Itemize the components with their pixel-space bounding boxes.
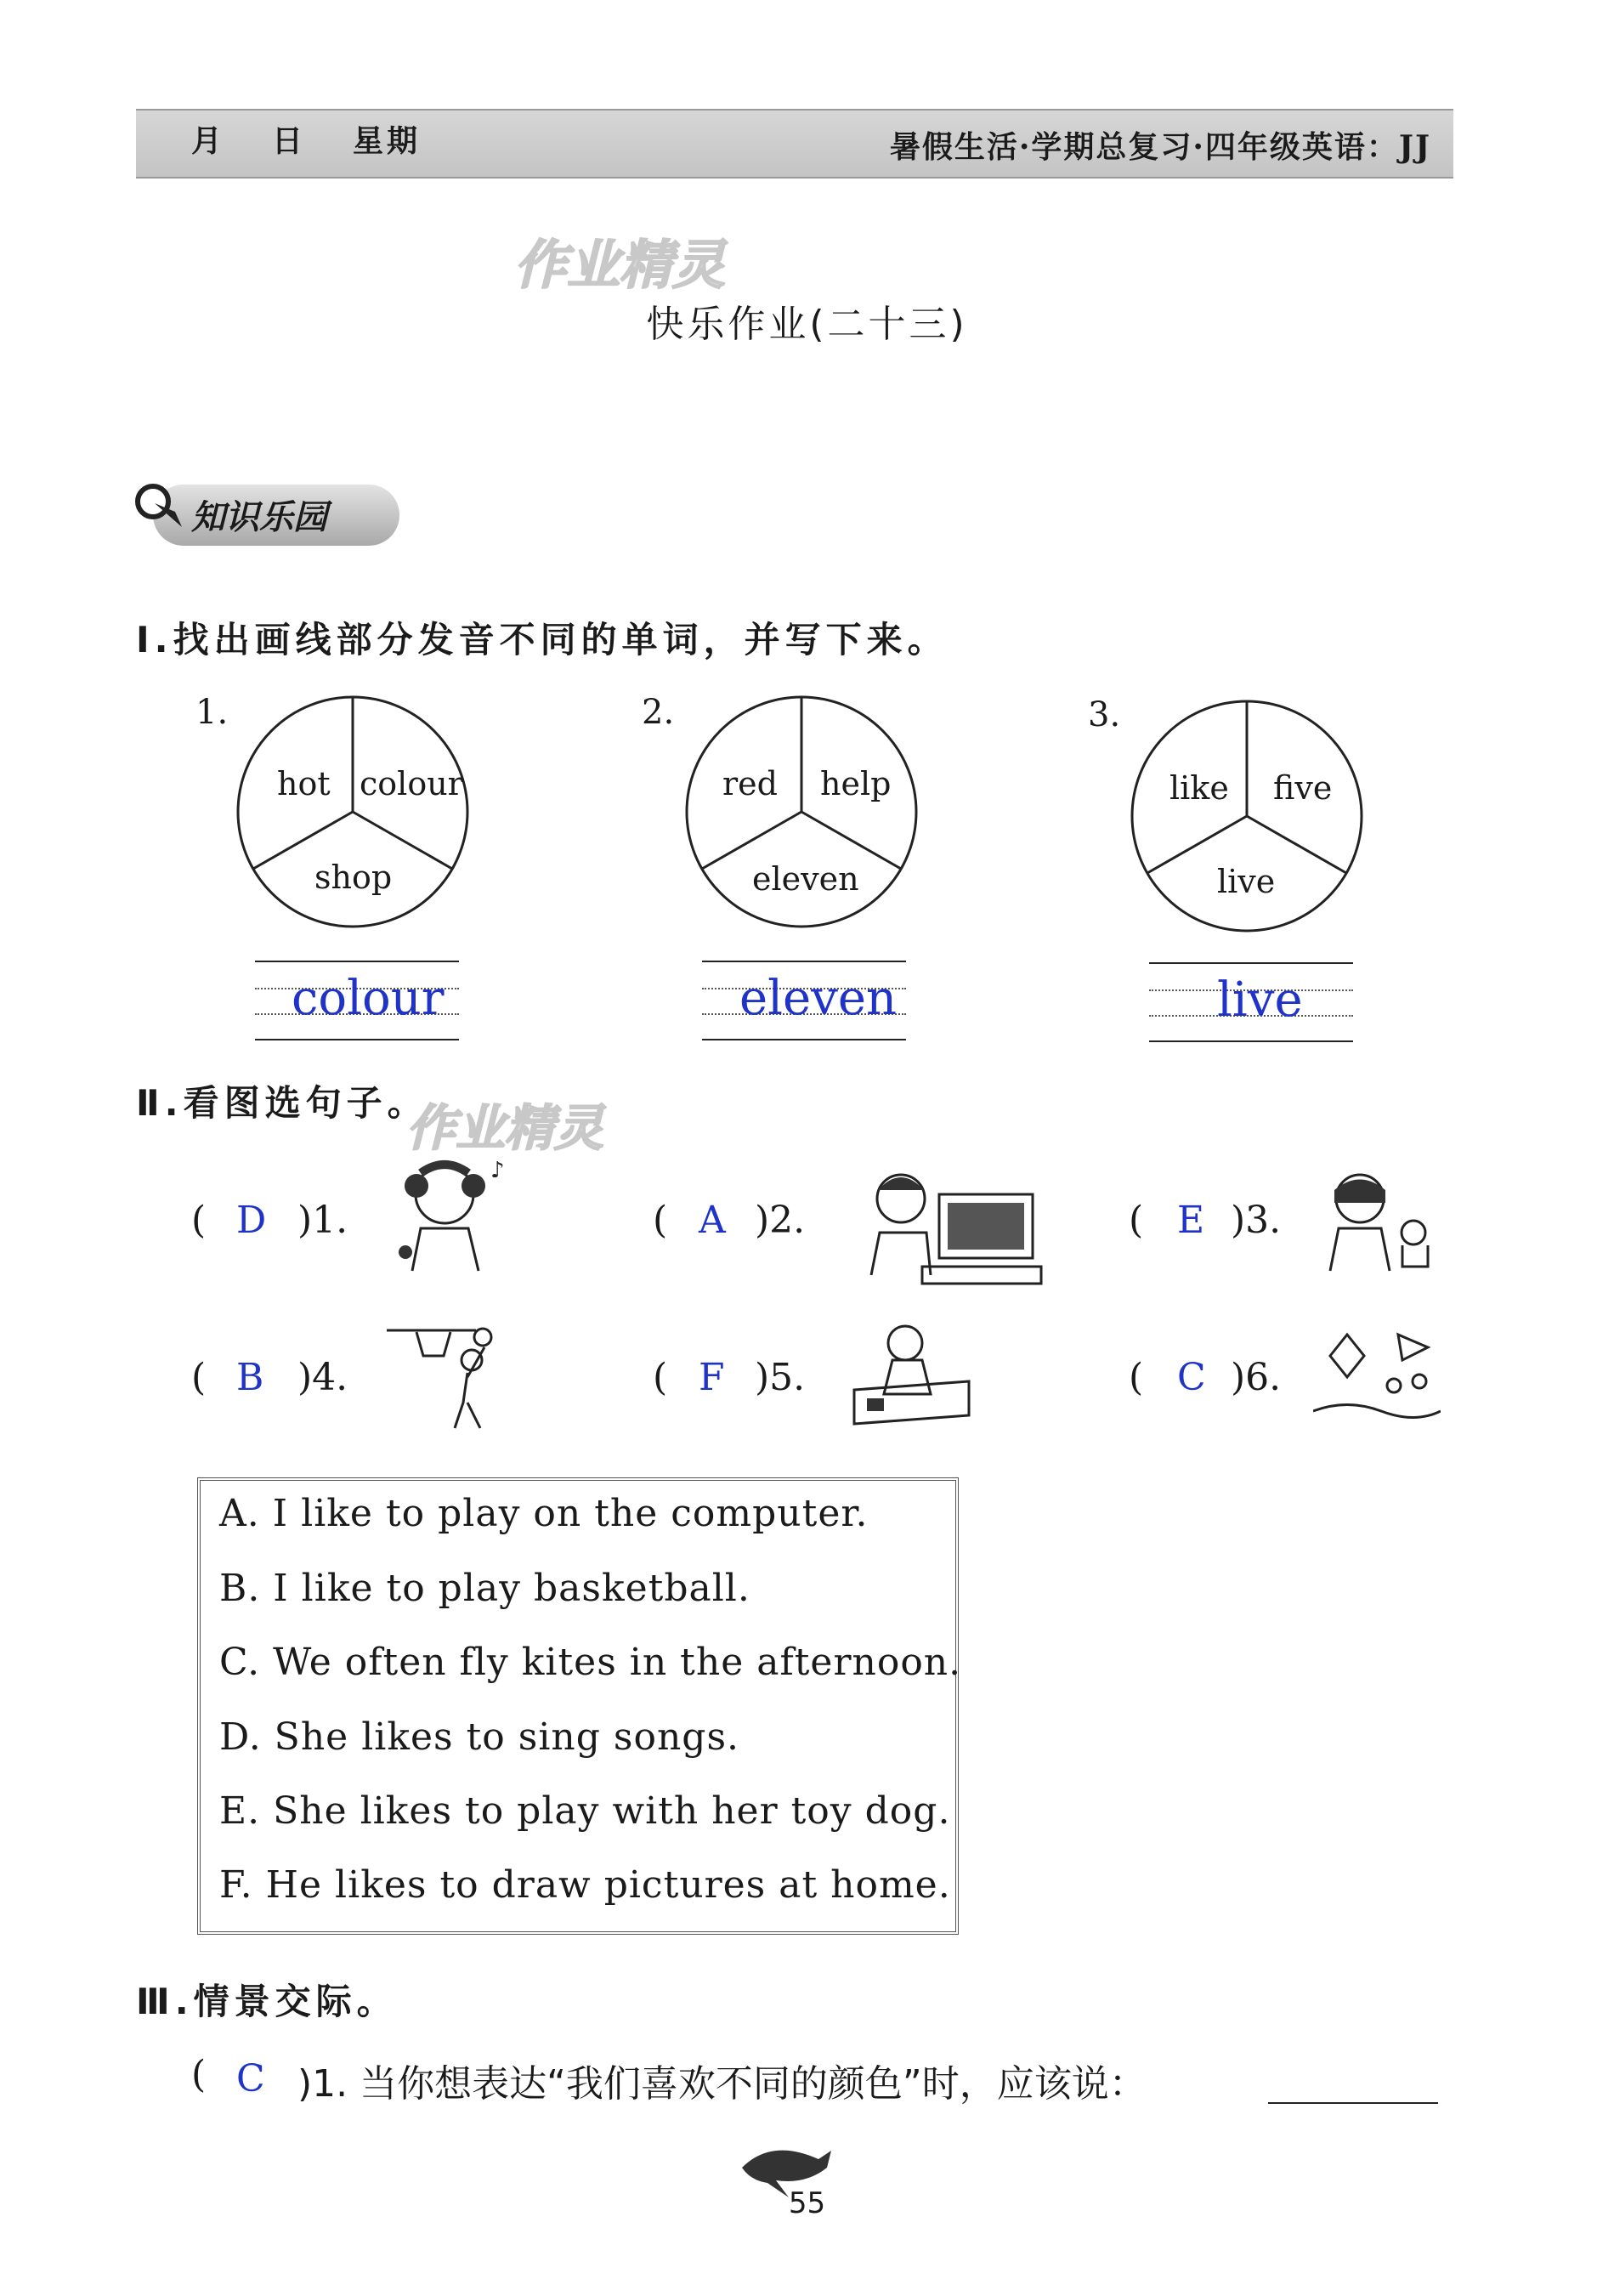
handwritten-answer: F xyxy=(699,1356,725,1399)
item-number: 3. xyxy=(1088,695,1121,734)
handwritten-answer: B xyxy=(236,1356,264,1399)
handwritten-answer: eleven xyxy=(739,971,898,1026)
boy-computer-illustration xyxy=(863,1165,1045,1292)
option-f: F. He likes to draw pictures at home. xyxy=(219,1863,951,1907)
question-1-heading: Ⅰ.找出画线部分发音不同的单词，并写下来。 xyxy=(136,619,949,660)
pie-word: hot xyxy=(277,765,331,802)
question-3-heading: Ⅲ.情景交际。 xyxy=(136,1981,398,2022)
answer-paren: ( xyxy=(653,1199,668,1242)
question-3-item: )1. 当你想表达“我们喜欢不同的颜色”时，应该说： xyxy=(297,2062,1147,2106)
pie-word: colour xyxy=(360,765,463,802)
section-label: 知识乐园 xyxy=(191,498,327,537)
answer-paren: ( xyxy=(653,1356,668,1399)
watermark: 作业精灵 xyxy=(406,1099,604,1157)
basketball-illustration xyxy=(382,1322,510,1432)
pie-diagram xyxy=(234,693,476,935)
page-number: 55 xyxy=(788,2186,826,2220)
pie-word: help xyxy=(820,765,892,802)
answer-paren: ( xyxy=(191,1199,207,1242)
magnifier-cursor-icon xyxy=(129,478,189,537)
item-number: )3. xyxy=(1231,1199,1282,1242)
item-number: )6. xyxy=(1231,1356,1282,1399)
page-title: 快乐作业(二十三) xyxy=(646,303,968,346)
handwritten-answer: D xyxy=(236,1199,267,1242)
item-number: 1. xyxy=(195,693,229,732)
item-number: )2. xyxy=(755,1199,806,1242)
pie-diagram xyxy=(1128,697,1370,939)
pie-word: eleven xyxy=(752,860,859,898)
handwritten-answer: colour xyxy=(292,971,445,1026)
answer-paren: ( xyxy=(1129,1199,1144,1242)
handwritten-answer: live xyxy=(1217,972,1303,1028)
handwritten-answer: C xyxy=(1177,1356,1206,1399)
pie-word: live xyxy=(1217,863,1276,900)
option-b: B. I like to play basketball. xyxy=(219,1567,750,1610)
item-number: 2. xyxy=(642,693,675,732)
answer-paren: ( xyxy=(191,1356,207,1399)
answer-paren: ( xyxy=(1129,1356,1144,1399)
watermark: 作业精灵 xyxy=(514,234,726,296)
pie-word: red xyxy=(722,765,778,802)
handwritten-answer: E xyxy=(1177,1199,1205,1242)
boy-drawing-illustration xyxy=(850,1318,973,1428)
question-2-heading: Ⅱ.看图选句子。 xyxy=(136,1082,428,1124)
item-number: )4. xyxy=(297,1356,348,1399)
answer-paren: ( xyxy=(191,2053,207,2096)
option-a: A. I like to play on the computer. xyxy=(219,1492,869,1535)
pie-word: shop xyxy=(314,859,393,896)
header-book-title: 暑假生活·学期总复习·四年级英语：JJ xyxy=(889,129,1431,165)
option-c: C. We often fly kites in the afternoon. xyxy=(219,1641,962,1684)
pie-word: like xyxy=(1169,769,1229,807)
item-number: )5. xyxy=(755,1356,806,1399)
answer-blank xyxy=(1268,2102,1438,2104)
option-e: E. She likes to play with her toy dog. xyxy=(219,1789,951,1833)
pie-word: five xyxy=(1273,769,1333,807)
flying-kites-illustration xyxy=(1313,1330,1441,1424)
svg-text:♪: ♪ xyxy=(490,1158,505,1183)
pie-diagram xyxy=(682,693,925,935)
girl-toy-dog-illustration xyxy=(1313,1165,1441,1284)
handwritten-answer: A xyxy=(699,1199,726,1242)
item-number: )1. xyxy=(297,1199,348,1242)
handwritten-answer: C xyxy=(236,2057,265,2100)
girl-singing-illustration xyxy=(387,1152,523,1279)
header-date: 月 日 星期 xyxy=(191,123,422,159)
option-d: D. She likes to sing songs. xyxy=(219,1715,740,1759)
